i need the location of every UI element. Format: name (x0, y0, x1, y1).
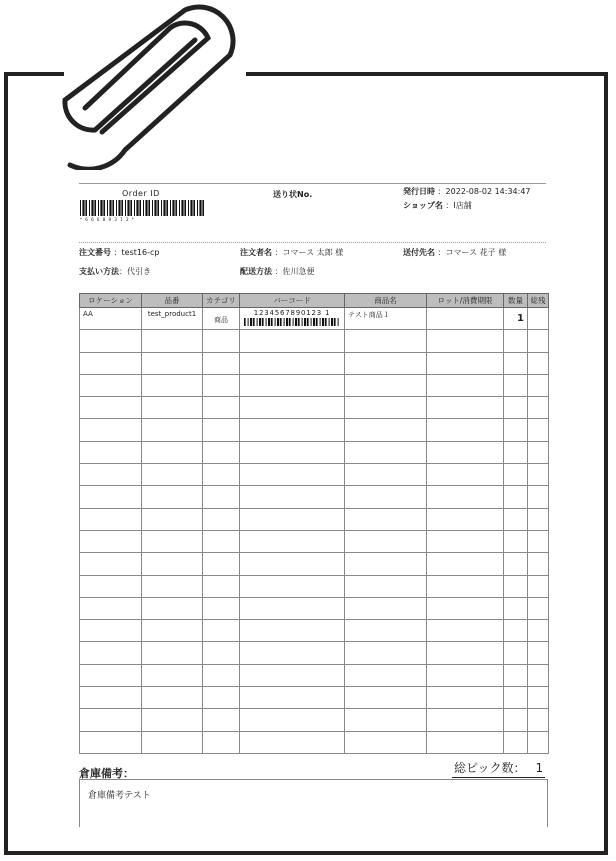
table-cell (345, 731, 427, 753)
table-cell (240, 709, 345, 731)
table-cell (528, 330, 549, 352)
table-row (80, 687, 549, 709)
table-cell (142, 419, 203, 441)
table-cell (345, 464, 427, 486)
table-row (80, 330, 549, 352)
table-cell (240, 597, 345, 619)
cell-barcode: 1234567890123 1 (240, 308, 345, 330)
table-cell (80, 553, 142, 575)
table-cell (528, 575, 549, 597)
table-cell (142, 642, 203, 664)
table-cell (142, 553, 203, 575)
table-cell (203, 731, 240, 753)
table-cell (427, 664, 504, 686)
table-cell (240, 731, 345, 753)
pick-list-table (79, 293, 549, 754)
table-row (80, 464, 549, 486)
order-number-value: ：test16-cp (113, 248, 160, 257)
column-header-location: ロケーション (80, 294, 142, 308)
total-picks-label: 総ピック数： (454, 761, 526, 775)
column-header-product-name: 商品名 (345, 294, 427, 308)
table-cell (203, 575, 240, 597)
table-cell (427, 620, 504, 642)
paperclip-icon (40, 0, 270, 170)
remarks-label: 倉庫備考： (79, 767, 134, 780)
table-cell (203, 330, 240, 352)
table-cell (345, 664, 427, 686)
table-cell (528, 352, 549, 374)
table-cell (80, 642, 142, 664)
table-cell (203, 419, 240, 441)
column-header-product-code: 品番 (142, 294, 203, 308)
waybill-label: 送り状No. (273, 190, 313, 199)
table-cell (345, 441, 427, 463)
table-cell (142, 709, 203, 731)
table-cell (504, 642, 528, 664)
table-cell (345, 419, 427, 441)
delivery-value: ：佐川急便 (274, 267, 315, 276)
payment-value: ：代引き (119, 267, 151, 276)
column-header-remaining: 総残 (528, 294, 549, 308)
recipient-value: ：コマース 花子 様 (437, 248, 507, 257)
table-row (80, 553, 549, 575)
table-cell (203, 397, 240, 419)
table-cell (142, 687, 203, 709)
table-cell (427, 530, 504, 552)
column-header-quantity: 数量 (504, 294, 528, 308)
table-cell (240, 419, 345, 441)
table-cell (80, 330, 142, 352)
table-cell (504, 709, 528, 731)
table-cell (345, 330, 427, 352)
table-cell (345, 374, 427, 396)
table-cell (427, 553, 504, 575)
table-cell (427, 374, 504, 396)
table-cell (203, 597, 240, 619)
column-header-barcode: バーコード (240, 294, 345, 308)
delivery-label: 配送方法 (240, 267, 272, 276)
table-row (80, 374, 549, 396)
table-cell (142, 464, 203, 486)
table-cell (528, 731, 549, 753)
table-cell (80, 486, 142, 508)
table-cell (345, 530, 427, 552)
orderer-value: ：コマース 太郎 様 (274, 248, 344, 257)
cell-product-name: テスト商品１ (345, 308, 427, 330)
table-cell (240, 352, 345, 374)
table-cell (203, 553, 240, 575)
table-cell (528, 620, 549, 642)
table-cell (203, 486, 240, 508)
issued-value: ：2022-08-02 14:34:47 (437, 187, 531, 196)
table-cell (504, 575, 528, 597)
table-cell (142, 486, 203, 508)
total-picks-value: 1 (535, 761, 544, 775)
table-cell (203, 530, 240, 552)
table-cell (427, 464, 504, 486)
table-cell (80, 352, 142, 374)
table-header-row (80, 294, 549, 308)
cell-location: AA (80, 308, 142, 330)
order-id-barcode-text: * 6 6 0 8 9 3 1 2 * (80, 217, 135, 222)
table-row (80, 308, 549, 330)
table-row (80, 575, 549, 597)
table-cell (504, 731, 528, 753)
table-cell (142, 508, 203, 530)
table-cell (142, 620, 203, 642)
table-row (80, 620, 549, 642)
table-cell (528, 508, 549, 530)
table-row (80, 352, 549, 374)
table-cell (427, 731, 504, 753)
cell-product-code: test_product1 (142, 308, 203, 330)
table-cell (203, 620, 240, 642)
table-cell (504, 530, 528, 552)
table-cell (240, 575, 345, 597)
table-row (80, 508, 549, 530)
table-cell (504, 419, 528, 441)
table-cell (427, 642, 504, 664)
table-row (80, 419, 549, 441)
table-cell (240, 642, 345, 664)
table-cell (504, 664, 528, 686)
table-cell (528, 642, 549, 664)
header-rule (79, 183, 546, 184)
cell-category: 商品 (203, 308, 240, 330)
table-cell (427, 352, 504, 374)
table-cell (528, 464, 549, 486)
table-cell (427, 709, 504, 731)
table-cell (80, 575, 142, 597)
table-cell (345, 486, 427, 508)
table-row (80, 486, 549, 508)
table-cell (504, 486, 528, 508)
table-cell (240, 553, 345, 575)
table-cell (504, 374, 528, 396)
table-cell (80, 731, 142, 753)
table-cell (528, 530, 549, 552)
table-cell (203, 687, 240, 709)
table-cell (345, 642, 427, 664)
shop-label: ショップ名 (403, 201, 443, 210)
table-cell (504, 508, 528, 530)
order-id-barcode (80, 200, 208, 216)
table-cell (80, 508, 142, 530)
table-cell (345, 709, 427, 731)
table-row (80, 731, 549, 753)
table-cell (427, 575, 504, 597)
header-divider (79, 242, 546, 243)
table-cell (427, 508, 504, 530)
cell-remaining (528, 308, 549, 330)
table-cell (142, 330, 203, 352)
table-cell (240, 397, 345, 419)
table-cell (427, 687, 504, 709)
table-row (80, 709, 549, 731)
total-picks (452, 759, 545, 778)
table-cell (142, 575, 203, 597)
cell-lot (427, 308, 504, 330)
table-cell (80, 664, 142, 686)
table-cell (504, 464, 528, 486)
table-cell (528, 597, 549, 619)
table-cell (240, 486, 345, 508)
table-cell (203, 664, 240, 686)
table-cell (427, 397, 504, 419)
table-row (80, 664, 549, 686)
table-cell (427, 330, 504, 352)
table-cell (240, 374, 345, 396)
table-cell (203, 508, 240, 530)
table-cell (240, 664, 345, 686)
table-cell (427, 486, 504, 508)
table-cell (203, 352, 240, 374)
table-cell (80, 464, 142, 486)
table-cell (528, 664, 549, 686)
table-cell (504, 597, 528, 619)
table-cell (240, 464, 345, 486)
table-cell (240, 620, 345, 642)
table-cell (345, 553, 427, 575)
table-cell (203, 441, 240, 463)
table-cell (142, 352, 203, 374)
table-cell (528, 687, 549, 709)
table-cell (240, 441, 345, 463)
table-cell (240, 687, 345, 709)
table-cell (528, 419, 549, 441)
table-cell (142, 374, 203, 396)
table-cell (142, 597, 203, 619)
table-row (80, 397, 549, 419)
table-cell (80, 597, 142, 619)
table-cell (80, 687, 142, 709)
table-cell (240, 508, 345, 530)
table-cell (427, 441, 504, 463)
table-cell (345, 352, 427, 374)
table-cell (345, 597, 427, 619)
table-row (80, 642, 549, 664)
table-cell (345, 575, 427, 597)
order-number-label: 注文番号 (79, 248, 111, 257)
table-cell (203, 464, 240, 486)
frame-top-edge-right (246, 72, 608, 76)
table-cell (528, 374, 549, 396)
table-cell (504, 352, 528, 374)
table-cell (80, 709, 142, 731)
table-cell (528, 553, 549, 575)
table-cell (142, 397, 203, 419)
table-cell (203, 374, 240, 396)
table-cell (80, 419, 142, 441)
table-cell (528, 486, 549, 508)
table-cell (80, 620, 142, 642)
table-row (80, 530, 549, 552)
table-cell (427, 597, 504, 619)
table-cell (80, 530, 142, 552)
table-cell (142, 441, 203, 463)
recipient-label: 送付先名 (403, 248, 435, 257)
table-cell (504, 620, 528, 642)
table-cell (203, 642, 240, 664)
table-cell (345, 397, 427, 419)
payment-label: 支払い方法 (79, 267, 119, 276)
order-id-label: Order ID (122, 189, 160, 198)
table-cell (142, 530, 203, 552)
table-cell (528, 397, 549, 419)
cell-quantity: 1 (504, 308, 528, 330)
table-cell (345, 508, 427, 530)
table-cell (528, 709, 549, 731)
table-cell (504, 687, 528, 709)
table-cell (345, 687, 427, 709)
shop-value: ：I店舗 (445, 201, 472, 210)
orderer-label: 注文者名 (240, 248, 272, 257)
remarks-text: 倉庫備考テスト (88, 791, 151, 801)
table-cell (427, 419, 504, 441)
column-header-lot: ロット/消費期限 (427, 294, 504, 308)
table-cell (240, 330, 345, 352)
table-cell (345, 620, 427, 642)
table-cell (240, 530, 345, 552)
table-cell (504, 441, 528, 463)
table-cell (504, 397, 528, 419)
table-row (80, 441, 549, 463)
table-cell (80, 441, 142, 463)
table-cell (142, 731, 203, 753)
table-cell (528, 441, 549, 463)
table-cell (203, 709, 240, 731)
table-cell (142, 664, 203, 686)
issued-label: 発行日時 (403, 187, 435, 196)
table-cell (504, 553, 528, 575)
table-cell (80, 374, 142, 396)
table-cell (504, 330, 528, 352)
remarks-box (79, 779, 548, 827)
table-row (80, 597, 549, 619)
table-cell (80, 397, 142, 419)
product-barcode (244, 318, 340, 326)
column-header-category: カテゴリ (203, 294, 240, 308)
